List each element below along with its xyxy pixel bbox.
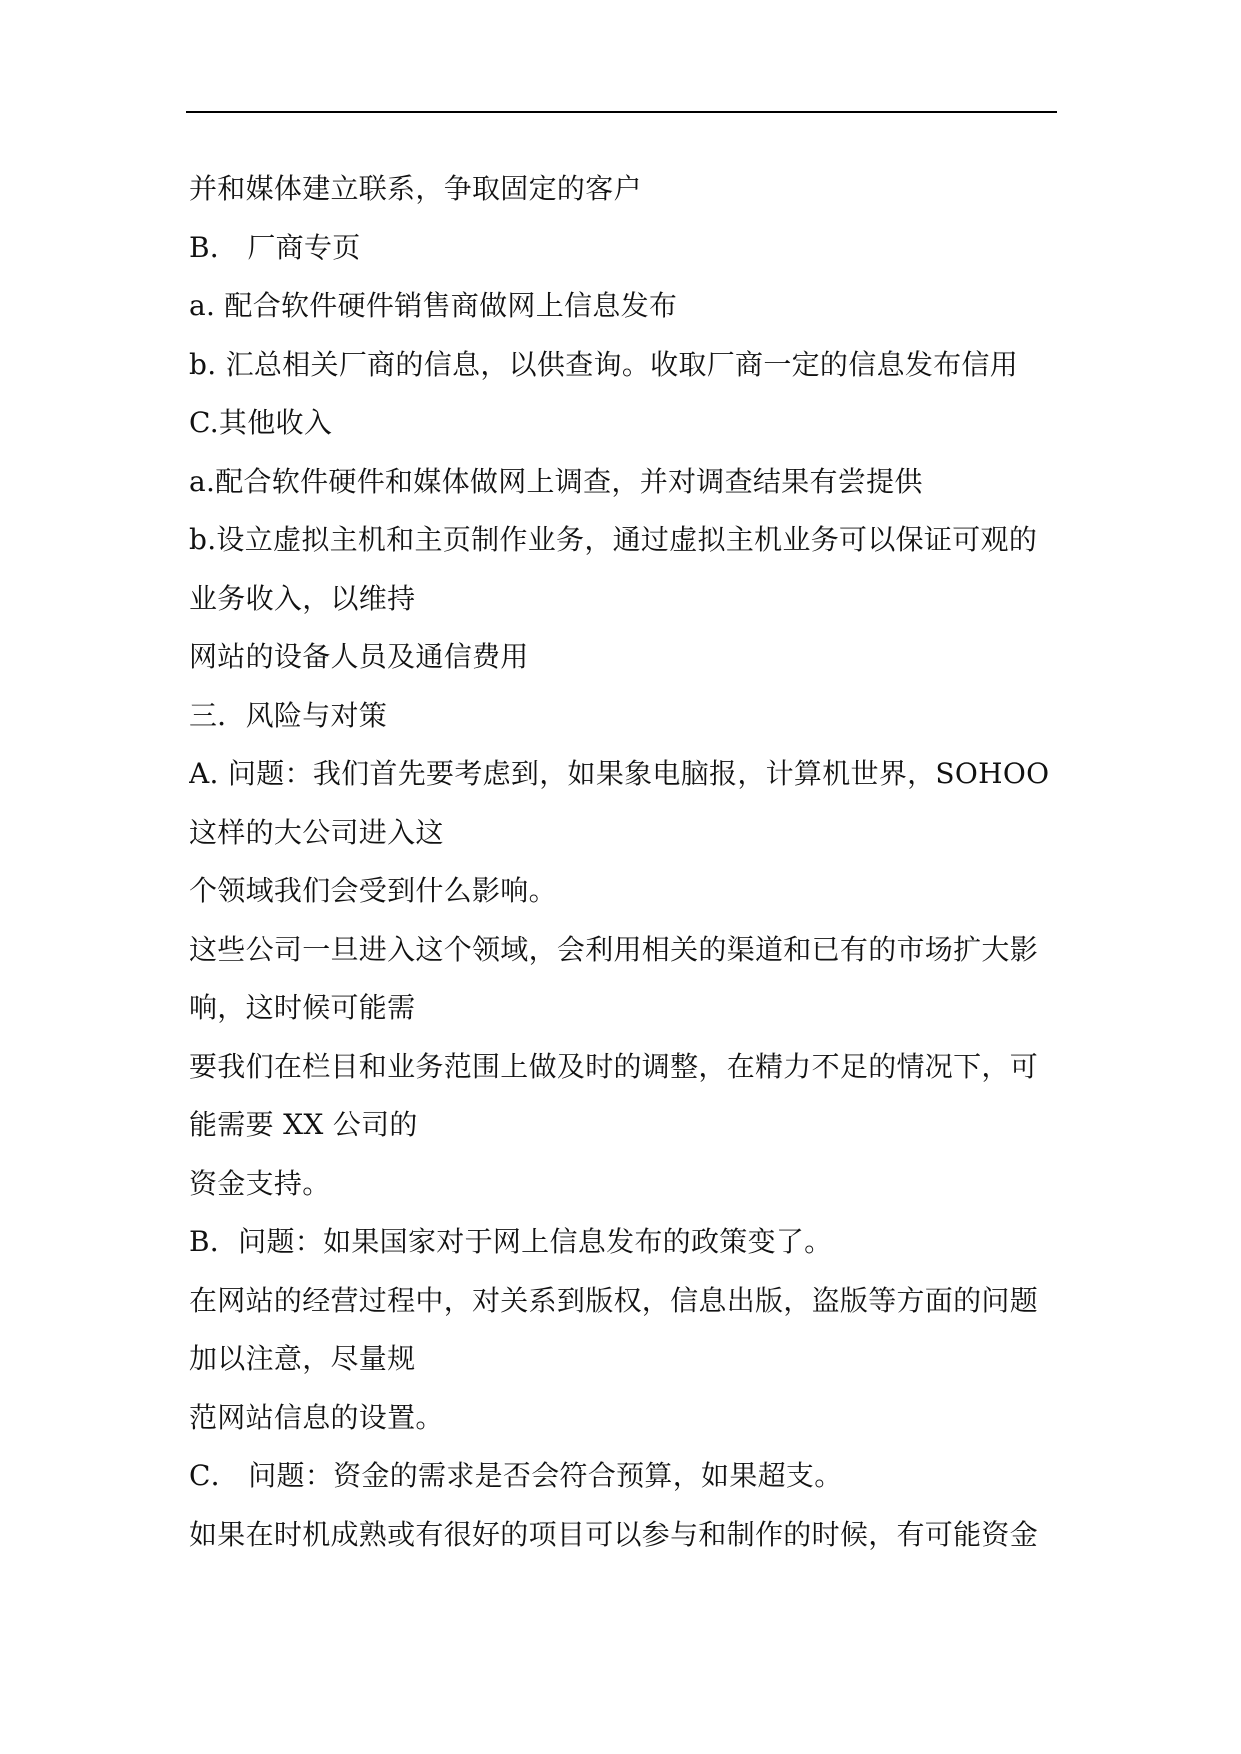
- text-line: 并和媒体建立联系，争取固定的客户: [189, 172, 642, 205]
- text-line: C． 问题：资金的需求是否会符合预算，如果超支。: [189, 1459, 843, 1492]
- text-line: 能需要 XX 公司的: [189, 1108, 418, 1141]
- header-rule: [186, 111, 1057, 113]
- text-line: 网站的设备人员及通信费用: [189, 640, 529, 673]
- text-line: 范网站信息的设置。: [189, 1400, 444, 1434]
- text-line: 如果在时机成熟或有很好的项目可以参与和制作的时候，有可能资金: [189, 1517, 1039, 1551]
- text-line: a. 配合软件硬件销售商做网上信息发布: [189, 289, 678, 322]
- text-line: 在网站的经营过程中，对关系到版权，信息出版，盗版等方面的问题: [189, 1283, 1039, 1317]
- text-line: 资金支持。: [189, 1166, 331, 1200]
- text-line: 要我们在栏目和业务范围上做及时的调整，在精力不足的情况下，可: [189, 1049, 1039, 1083]
- text-line: a.配合软件硬件和媒体做网上调查，并对调查结果有尝提供: [189, 464, 923, 498]
- document-body: [189, 160, 1061, 1564]
- text-line: 响，这时候可能需: [189, 991, 416, 1024]
- text-line: B．问题：如果国家对于网上信息发布的政策变了。: [189, 1225, 833, 1258]
- text-line: 业务收入，以维持: [189, 581, 416, 615]
- text-line: 个领域我们会受到什么影响。: [189, 874, 557, 907]
- section-heading: 三．风险与对策: [189, 698, 388, 732]
- text-line: b. 汇总相关厂商的信息，以供查询。收取厂商一定的信息发布信用: [189, 347, 1019, 381]
- text-line: 加以注意，尽量规: [189, 1342, 416, 1375]
- text-line: 这些公司一旦进入这个领域，会利用相关的渠道和已有的市场扩大影: [189, 932, 1039, 966]
- text-line: b.设立虚拟主机和主页制作业务，通过虚拟主机业务可以保证可观的: [189, 523, 1038, 556]
- text-line: 这样的大公司进入这: [189, 815, 444, 849]
- text-line: C.其他收入: [189, 406, 333, 439]
- text-line: B． 厂商专页: [189, 230, 361, 264]
- text-line: A. 问题：我们首先要考虑到，如果象电脑报，计算机世界，SOHOO: [189, 757, 1050, 790]
